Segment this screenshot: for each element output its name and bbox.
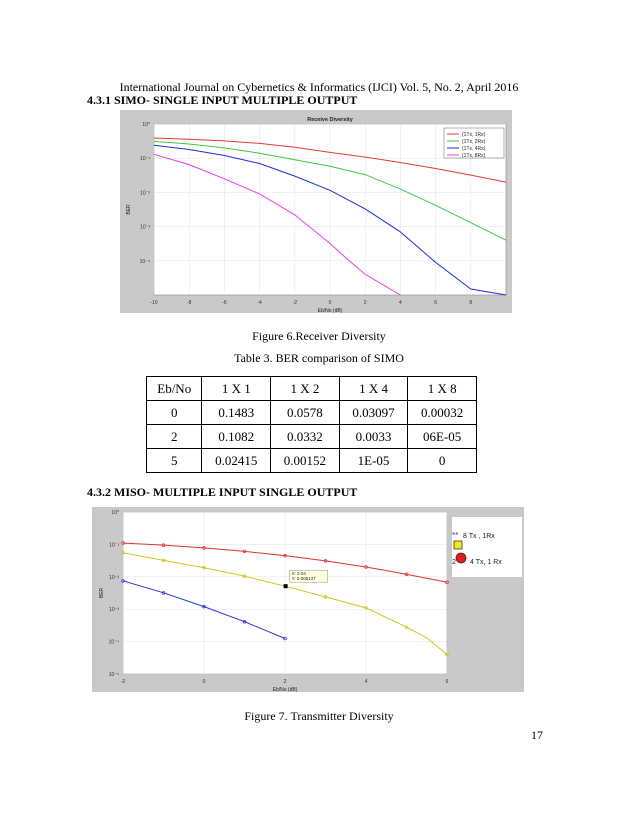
legend-panel xyxy=(452,517,522,577)
table-cell: 0 xyxy=(408,449,477,473)
table-cell: 0.00152 xyxy=(271,449,340,473)
y-axis-label: BER xyxy=(126,204,132,215)
legend-prefix: 2 xyxy=(452,559,456,566)
x-tick-label: 6 xyxy=(434,300,437,306)
legend-prefix: ** xyxy=(452,531,459,540)
figure-7-caption: Figure 7. Transmitter Diversity xyxy=(244,709,394,723)
legend-marker-square xyxy=(454,541,462,549)
legend-label: 8 Tx , 1Rx xyxy=(463,533,495,540)
chart-title: Receive Diversity xyxy=(307,117,353,123)
y-tick-label: 10⁰ xyxy=(111,510,119,516)
y-tick-label: 10⁻³ xyxy=(140,224,150,231)
datatip-x: X: 2.04 xyxy=(291,571,306,577)
figure-6 xyxy=(120,110,512,313)
x-tick-label: 4 xyxy=(364,679,368,685)
table-cell: 0.0033 xyxy=(339,425,408,449)
x-tick-label: -8 xyxy=(186,300,192,306)
y-tick-label: 10⁻⁴ xyxy=(139,258,150,265)
y-axis-label: BER xyxy=(99,587,105,599)
y-tick-label: 10⁻³ xyxy=(109,607,119,614)
header-cell: 1 X 8 xyxy=(408,377,477,401)
page-number: 17 xyxy=(531,728,543,742)
section-simo-title: 4.3.1 SIMO- SINGLE INPUT MULTIPLE OUTPUT xyxy=(87,93,358,107)
header-cell: 1 X 1 xyxy=(202,377,271,401)
x-tick-label: -4 xyxy=(257,300,262,306)
table-cell: 5 xyxy=(147,449,202,473)
y-tick-label: 10⁻² xyxy=(140,190,150,197)
y-tick-label: 10⁻¹ xyxy=(109,542,119,549)
header-cell: 1 X 2 xyxy=(271,377,340,401)
y-tick-label: 10⁰ xyxy=(142,122,150,128)
datatip-y: Y: 0.005137 xyxy=(291,576,316,582)
x-tick-label: -10 xyxy=(150,300,158,306)
table-cell: 0.1483 xyxy=(202,401,271,425)
x-tick-label: 0 xyxy=(328,300,332,306)
legend-marker-circle xyxy=(456,553,466,563)
table-header-row xyxy=(147,377,477,401)
table-row xyxy=(147,425,477,449)
x-tick-label: -6 xyxy=(222,300,227,306)
table-cell: 06E-05 xyxy=(408,425,477,449)
x-axis-label: Eb/No (dB) xyxy=(272,687,298,692)
figure-7 xyxy=(92,507,524,692)
table-row xyxy=(147,449,477,473)
datatip-marker xyxy=(284,584,288,588)
x-tick-label: -2 xyxy=(120,679,126,685)
table-cell: 0.0578 xyxy=(271,401,340,425)
table-cell: 0.00032 xyxy=(408,401,477,425)
y-tick-label: 10⁻² xyxy=(109,574,119,581)
x-tick-label: 4 xyxy=(399,300,402,306)
table-3-caption: Table 3. BER comparison of SIMO xyxy=(234,351,404,365)
figure-6-caption: Figure 6.Receiver Diversity xyxy=(252,329,386,343)
legend-label: 4 Tx, 1 Rx xyxy=(470,559,502,566)
legend-label: (1Tx, 2Rx) xyxy=(462,139,486,145)
table-cell: 0.0332 xyxy=(271,425,340,449)
table-cell: 0.02415 xyxy=(202,449,271,473)
x-tick-label: -2 xyxy=(292,300,298,306)
y-tick-label: 10⁻⁵ xyxy=(108,672,119,678)
table-cell: 1E-05 xyxy=(339,449,408,473)
table-cell: 0.03097 xyxy=(339,401,408,425)
receive-diversity-chart xyxy=(120,110,512,313)
transmitter-diversity-chart xyxy=(92,507,524,692)
x-tick-label: 0 xyxy=(202,679,206,685)
legend-label: (1Tx, 1Rx) xyxy=(462,132,486,138)
x-tick-label: 8 xyxy=(469,300,473,306)
journal-header: International Journal on Cybernetics & Informatics (IJCI) Vol. 5, No. 2, April 2016 xyxy=(119,80,519,94)
legend-label: (1Tx, 4Rx) xyxy=(462,146,486,152)
x-tick-label: 2 xyxy=(363,300,367,306)
table-cell: 0 xyxy=(147,401,202,425)
table-cell: 0.1082 xyxy=(202,425,271,449)
y-tick-label: 10⁻¹ xyxy=(140,156,150,163)
x-tick-label: 2 xyxy=(283,679,287,685)
y-tick-label: 10⁻⁴ xyxy=(108,639,119,646)
ber-comparison-table xyxy=(146,376,477,473)
header-cell: 1 X 4 xyxy=(339,377,408,401)
table-cell: 2 xyxy=(147,425,202,449)
section-miso-title: 4.3.2 MISO- MULTIPLE INPUT SINGLE OUTPUT xyxy=(87,485,358,499)
legend-label: (1Tx, 8Rx) xyxy=(462,153,486,159)
x-axis-label: Eb/No (dB) xyxy=(317,308,343,313)
x-tick-label: 6 xyxy=(445,679,449,685)
table-row xyxy=(147,401,477,425)
header-cell: Eb/No xyxy=(147,377,202,401)
